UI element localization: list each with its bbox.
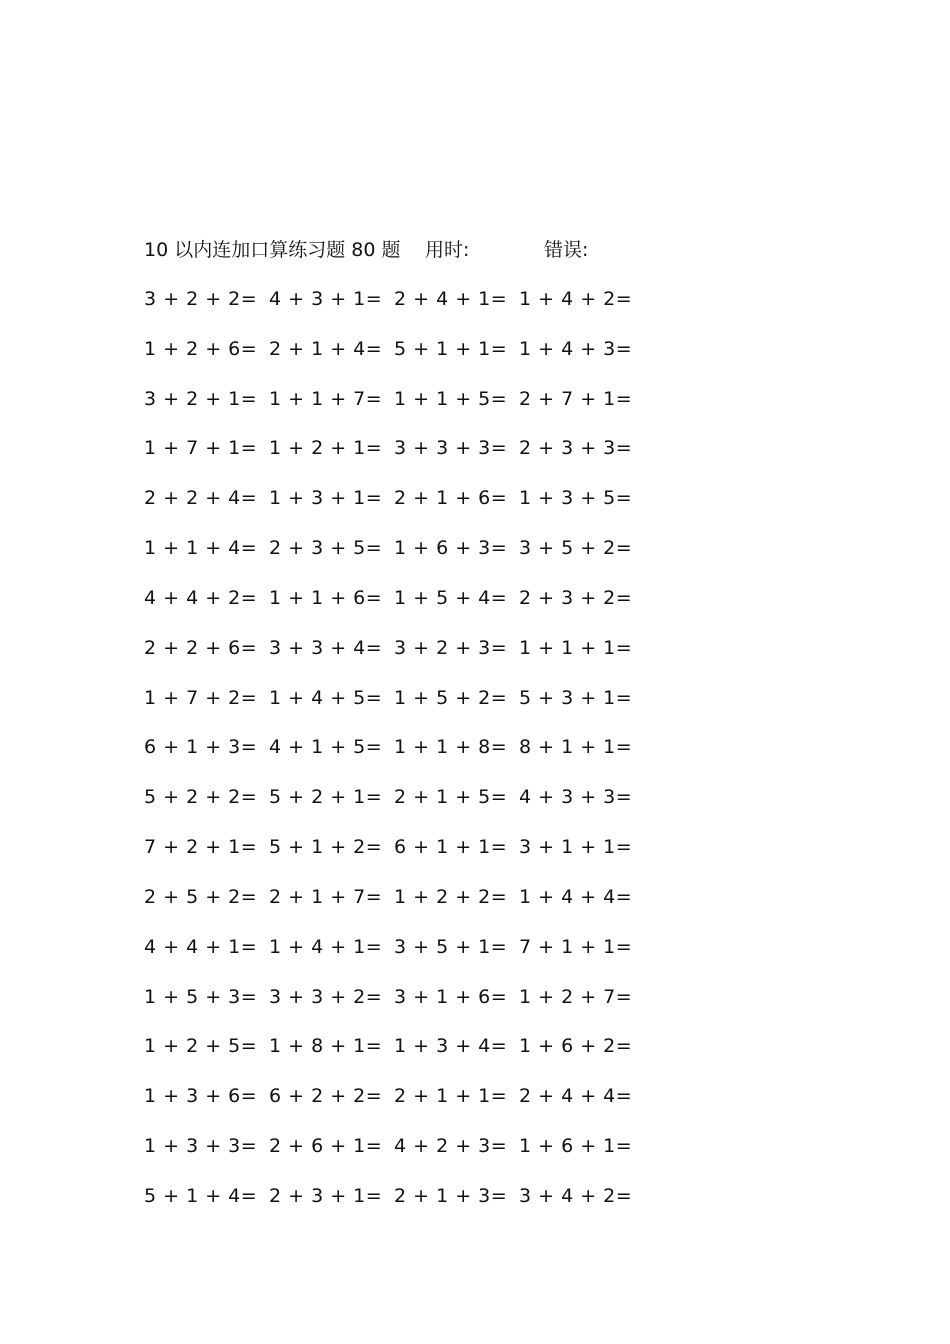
problem-grid (144, 284, 744, 1231)
problem-item: 5 + 2 + 1= (269, 786, 383, 809)
problem-item: 2 + 1 + 5= (394, 786, 508, 809)
problem-item: 2 + 1 + 3= (394, 1184, 508, 1207)
problem-item: 2 + 3 + 3= (519, 437, 633, 460)
problem-item: 2 + 1 + 4= (269, 337, 383, 360)
problem-item: 1 + 3 + 5= (519, 487, 633, 510)
time-used-label: 用时: (425, 239, 470, 261)
problem-item: 6 + 1 + 1= (394, 836, 508, 859)
problem-item: 1 + 7 + 1= (144, 437, 258, 460)
problem-row (144, 932, 744, 982)
problem-row (144, 1181, 744, 1231)
problem-item: 3 + 5 + 2= (519, 537, 633, 560)
problem-item: 7 + 1 + 1= (519, 935, 633, 958)
problem-item: 5 + 3 + 1= (519, 686, 633, 709)
problem-row (144, 683, 744, 733)
problem-item: 2 + 3 + 5= (269, 537, 383, 560)
problem-item: 3 + 4 + 2= (519, 1184, 633, 1207)
problem-row (144, 1031, 744, 1081)
problem-item: 3 + 3 + 3= (394, 437, 508, 460)
problem-item: 3 + 2 + 3= (394, 636, 508, 659)
problem-item: 1 + 3 + 1= (269, 487, 383, 510)
problem-item: 3 + 2 + 1= (144, 387, 258, 410)
problem-item: 1 + 6 + 3= (394, 537, 508, 560)
problem-row (144, 732, 744, 782)
problem-item: 4 + 2 + 3= (394, 1135, 508, 1158)
problem-item: 1 + 2 + 7= (519, 985, 633, 1008)
problem-item: 1 + 5 + 3= (144, 985, 258, 1008)
problem-item: 4 + 1 + 5= (269, 736, 383, 759)
problem-item: 1 + 2 + 5= (144, 1035, 258, 1058)
problem-item: 3 + 2 + 2= (144, 288, 258, 310)
problem-item: 2 + 1 + 7= (269, 885, 383, 908)
problem-row (144, 433, 744, 483)
problem-item: 3 + 1 + 1= (519, 836, 633, 859)
problem-item: 1 + 1 + 8= (394, 736, 508, 759)
problem-item: 2 + 1 + 1= (394, 1085, 508, 1108)
problem-row (144, 982, 744, 1032)
problem-item: 5 + 1 + 2= (269, 836, 383, 859)
problem-item: 2 + 3 + 2= (519, 586, 633, 609)
problem-item: 1 + 7 + 2= (144, 686, 258, 709)
problem-item: 2 + 4 + 4= (519, 1085, 633, 1108)
problem-item: 1 + 6 + 1= (519, 1135, 633, 1158)
problem-row (144, 633, 744, 683)
problem-item: 1 + 6 + 2= (519, 1035, 633, 1058)
problem-row (144, 782, 744, 832)
problem-item: 1 + 2 + 2= (394, 885, 508, 908)
problem-row (144, 583, 744, 633)
problem-item: 4 + 3 + 3= (519, 786, 633, 809)
error-count-label: 错误: (544, 239, 589, 261)
problem-item: 1 + 1 + 7= (269, 387, 383, 410)
problem-item: 1 + 1 + 4= (144, 537, 258, 560)
problem-item: 5 + 1 + 1= (394, 337, 508, 360)
problem-row (144, 882, 744, 932)
problem-item: 1 + 4 + 4= (519, 885, 633, 908)
problem-item: 5 + 1 + 4= (144, 1184, 258, 1207)
worksheet-header (144, 236, 764, 264)
problem-item: 1 + 4 + 5= (269, 686, 383, 709)
problem-item: 2 + 2 + 6= (144, 636, 258, 659)
problem-item: 4 + 4 + 2= (144, 586, 258, 609)
problem-item: 1 + 5 + 2= (394, 686, 508, 709)
problem-item: 1 + 1 + 6= (269, 586, 383, 609)
problem-item: 2 + 3 + 1= (269, 1184, 383, 1207)
problem-item: 6 + 2 + 2= (269, 1085, 383, 1108)
problem-item: 1 + 4 + 1= (269, 935, 383, 958)
problem-item: 2 + 7 + 1= (519, 387, 633, 410)
problem-item: 1 + 2 + 1= (269, 437, 383, 460)
problem-item: 1 + 1 + 5= (394, 387, 508, 410)
problem-item: 1 + 3 + 4= (394, 1035, 508, 1058)
problem-item: 6 + 1 + 3= (144, 736, 258, 759)
problem-row (144, 284, 744, 334)
problem-item: 2 + 4 + 1= (394, 288, 508, 310)
problem-row (144, 483, 744, 533)
problem-item: 1 + 3 + 6= (144, 1085, 258, 1108)
problem-item: 2 + 5 + 2= (144, 885, 258, 908)
problem-row (144, 1081, 744, 1131)
problem-item: 1 + 8 + 1= (269, 1035, 383, 1058)
problem-item: 1 + 4 + 3= (519, 337, 633, 360)
problem-item: 1 + 2 + 6= (144, 337, 258, 360)
problem-item: 1 + 1 + 1= (519, 636, 633, 659)
problem-item: 7 + 2 + 1= (144, 836, 258, 859)
problem-item: 3 + 3 + 4= (269, 636, 383, 659)
problem-item: 3 + 1 + 6= (394, 985, 508, 1008)
problem-item: 3 + 3 + 2= (269, 985, 383, 1008)
problem-row (144, 334, 744, 384)
problem-item: 1 + 5 + 4= (394, 586, 508, 609)
problem-item: 1 + 4 + 2= (519, 288, 633, 310)
problem-item: 2 + 6 + 1= (269, 1135, 383, 1158)
worksheet-title: 10 以内连加口算练习题 80 题 (144, 239, 401, 261)
problem-item: 4 + 3 + 1= (269, 288, 383, 310)
problem-row (144, 1131, 744, 1181)
problem-item: 4 + 4 + 1= (144, 935, 258, 958)
problem-row (144, 533, 744, 583)
problem-item: 8 + 1 + 1= (519, 736, 633, 759)
problem-item: 1 + 3 + 3= (144, 1135, 258, 1158)
problem-item: 2 + 2 + 4= (144, 487, 258, 510)
problem-item: 5 + 2 + 2= (144, 786, 258, 809)
problem-row (144, 832, 744, 882)
problem-item: 3 + 5 + 1= (394, 935, 508, 958)
problem-item: 2 + 1 + 6= (394, 487, 508, 510)
problem-row (144, 384, 744, 434)
